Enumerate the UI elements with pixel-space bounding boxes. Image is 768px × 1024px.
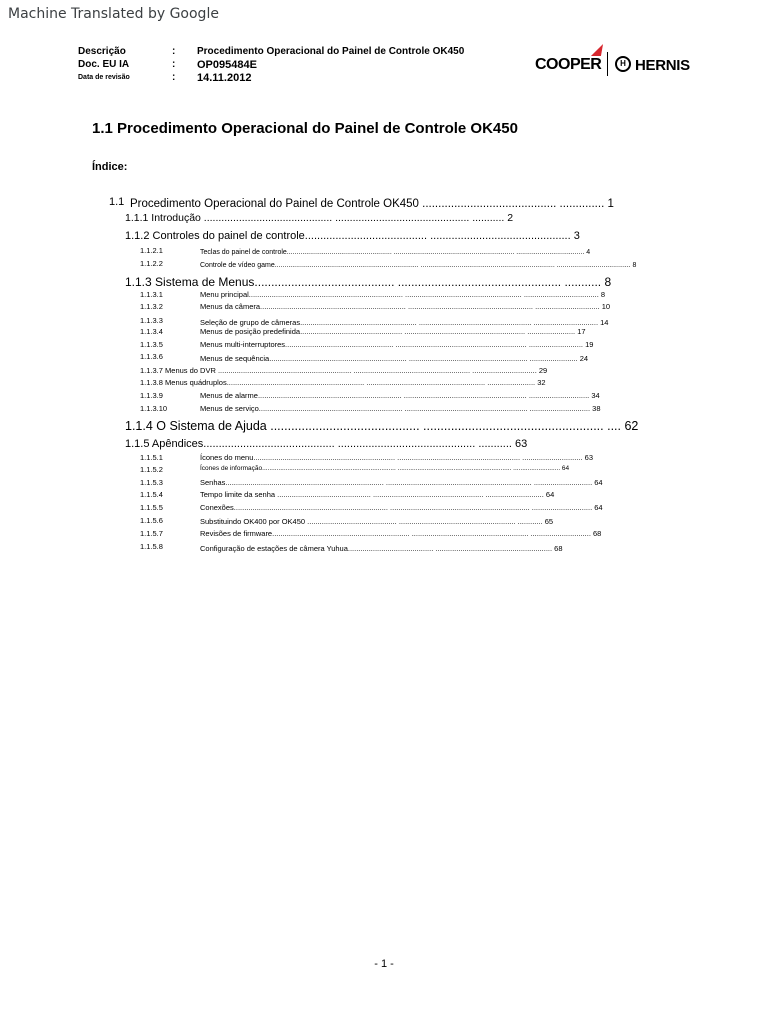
toc-number: 1.1.5.6: [140, 516, 163, 525]
toc-text: 1.1.3 Sistema de Menus.......................................... ................................................. ........... 8: [125, 275, 612, 289]
toc-text: Senhas............................................................................ ...................................................................... ............................ 64: [200, 478, 603, 487]
logo-cooper-text: COOPER: [535, 56, 602, 73]
toc-number: 1.1.3.6: [140, 352, 163, 361]
toc-text: Menus de alarme..................................................................... ........................................................... ............................. 34: [200, 391, 600, 400]
toc-number: 1.1.3.1: [140, 290, 163, 299]
header-value: OP095484E: [197, 59, 257, 71]
toc-text: 1.1.3.8 Menus quádruplos.................................................................. ......................................................... ....................... 32: [140, 378, 546, 387]
toc-text: Menus de serviço..................................................................... ........................................................... ............................. 38: [200, 404, 601, 413]
toc-text: Configuração de estações de câmera Yuhua......................................... ........................................................ 68: [200, 544, 563, 553]
page-number: - 1 -: [374, 958, 394, 970]
toc-number: 1.1: [109, 196, 125, 208]
toc-number: 1.1.5.3: [140, 478, 163, 487]
logo-divider: [607, 52, 608, 76]
header-colon: :: [172, 59, 176, 70]
toc-number: 1.1.2.2: [140, 259, 163, 268]
toc-number: 1.1.5.1: [140, 453, 163, 462]
header-value: 14.11.2012: [197, 72, 252, 84]
toc-text: Menu principal.......................................................................... ........................................................ .................................... 8: [200, 290, 606, 299]
header-colon: :: [172, 72, 176, 83]
toc-text: 1.1.5 Apêndices........................................... ............................................. ........... 63: [125, 438, 528, 450]
toc-text: Menus de posição predefinida................................................. .......................................................... ....................... 17: [200, 327, 586, 336]
logo-h-icon: H: [615, 56, 631, 72]
toc-text: Controle de vídeo game.......................................................................... ..................................................................... ...................................... 8: [200, 262, 637, 269]
toc-text: Teclas do painel de controle...................................................... .............................................................. ................................... 4: [200, 249, 591, 256]
header-label: Doc. EU IA: [78, 59, 130, 70]
toc-text: Ícones de informação.......................................................................... ............................................................... .......................... 64: [200, 465, 570, 472]
toc-text: Procedimento Operacional do Painel de Controle OK450 .......................................... .............. 1: [130, 198, 614, 210]
machine-translated-banner: Machine Translated by Google: [8, 6, 219, 22]
toc-text: Ícones do menu.................................................................... ........................................................... ............................. 63: [200, 453, 594, 462]
toc-text: 1.1.2 Controles do painel de controle........................................ .............................................. 3: [125, 230, 580, 242]
toc-number: 1.1.3.9: [140, 391, 163, 400]
toc-number: 1.1.5.5: [140, 503, 163, 512]
toc-text: Menus de sequência.................................................................. ......................................................... ....................... 24: [200, 354, 589, 363]
toc-number: 1.1.5.8: [140, 542, 163, 551]
header-label: Descrição: [78, 46, 126, 57]
toc-number: 1.1.3.10: [140, 404, 168, 413]
toc-text: Menus multi-interruptores.................................................... ............................................................... .......................... 19: [200, 340, 594, 349]
header-value: Procedimento Operacional do Painel de Controle OK450: [197, 46, 465, 57]
toc-number: 1.1.3.3: [140, 316, 163, 325]
toc-number: 1.1.5.2: [140, 465, 163, 474]
toc-text: Menus da câmera...................................................................... ............................................................ ............................... 10: [200, 302, 611, 311]
logo-hernis-text: HERNIS: [635, 57, 690, 74]
header-label: Data de revisão: [78, 74, 130, 81]
toc-number: 1.1.2.1: [140, 246, 163, 255]
toc-number: 1.1.5.4: [140, 490, 163, 499]
page-title: 1.1 Procedimento Operacional do Painel de Controle OK450: [92, 120, 518, 137]
toc-text: Seleção de grupo de câmeras........................................................ ...................................................... ............................... 14: [200, 318, 609, 327]
toc-text: 1.1.3.7 Menus do DVR ................................................................ ........................................................ ............................... 29: [140, 366, 548, 375]
index-heading: Índice:: [92, 161, 128, 173]
toc-number: 1.1.5.7: [140, 529, 163, 538]
toc-number: 1.1.3.5: [140, 340, 163, 349]
toc-text: Revisões de firmware.................................................................. ........................................................ ............................. 68: [200, 529, 602, 538]
logo-flag-icon: [591, 44, 603, 56]
toc-text: Tempo limite da senha ............................................. ..................................................... ............................ 64: [200, 490, 555, 499]
toc-number: 1.1.3.4: [140, 327, 163, 336]
toc-text: Substituindo OK400 por OK450 ........................................... ........................................................ ............ 65: [200, 517, 554, 526]
toc-text: Conexões.......................................................................... ................................................................... ............................. 64: [200, 503, 603, 512]
toc-text: 1.1.1 Introdução ............................................ .............................................. ........... 2: [125, 212, 514, 224]
header-colon: :: [172, 46, 176, 57]
toc-text: 1.1.4 O Sistema de Ajuda ........................................... .................................................... .... 62: [125, 419, 639, 433]
toc-number: 1.1.3.2: [140, 302, 163, 311]
cooper-hernis-logo: [535, 44, 705, 78]
